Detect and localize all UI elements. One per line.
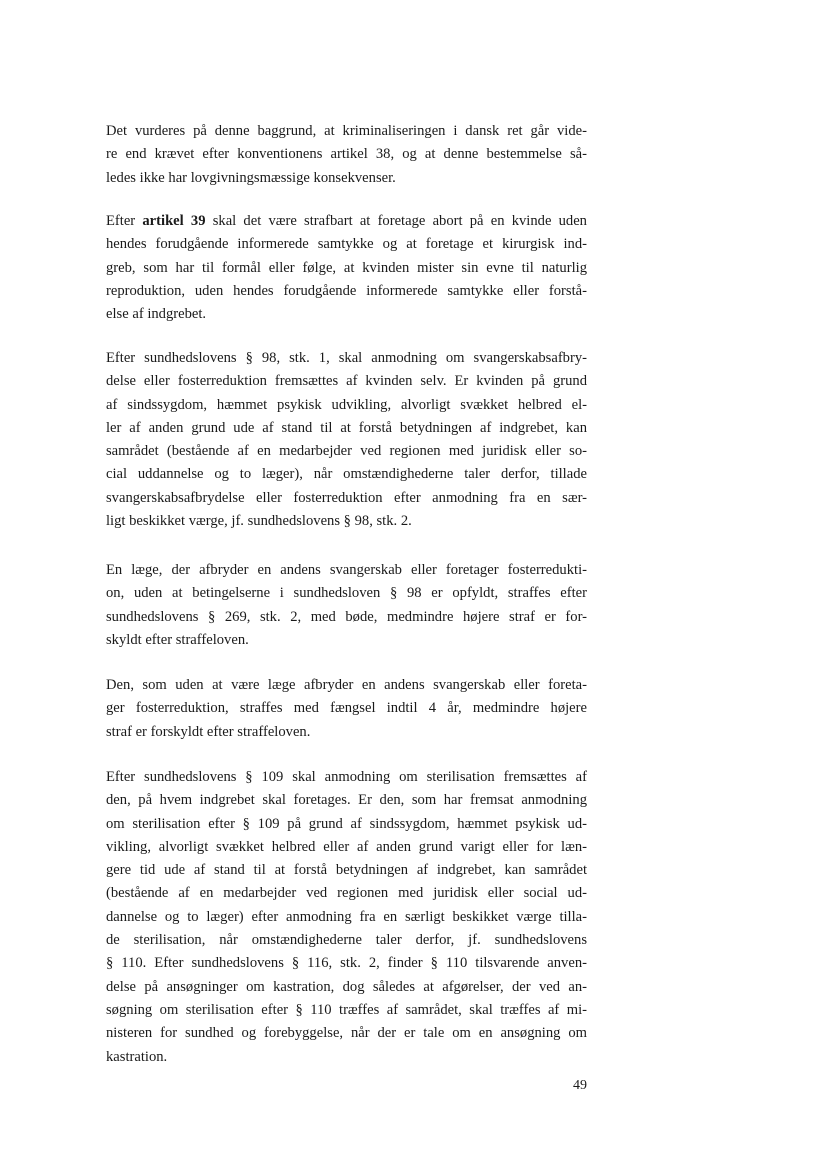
text-line: den, på hvem indgrebet skal foretages. Er den, som har fremsat anmodning — [106, 792, 587, 809]
text-line: dannelse og to læger) efter anmodning fra en særligt beskikket værge tilla- — [106, 908, 587, 925]
text-line: hendes forudgående informerede samtykke og at foretage et kirurgisk ind- — [106, 236, 587, 253]
text-line: Efter sundhedslovens § 98, stk. 1, skal anmodning om svangerskabsafbry- — [106, 350, 587, 366]
text-run: skal det være strafbart at foretage abort på en kvinde uden — [205, 213, 587, 229]
text-line: re end krævet efter konventionens artikel 38, og at denne bestemmelse så- — [106, 146, 587, 163]
text-line: samrådet (bestående af en medarbejder ved regionen med juridisk eller so- — [106, 443, 587, 460]
page-number: 49 — [573, 1078, 587, 1093]
paragraph-4 — [106, 559, 587, 652]
paragraph-3 — [106, 347, 587, 533]
text-line: sundhedslovens § 269, stk. 2, med bøde, medmindre højere straf er for- — [106, 608, 587, 625]
paragraph-6 — [106, 766, 587, 1069]
text-line: § 110. Efter sundhedslovens § 116, stk. 2, finder § 110 tilsvarende anven- — [106, 955, 587, 972]
paragraph-1 — [106, 120, 587, 190]
text-line: ledes ikke har lovgivningsmæssige konsekvenser. — [106, 169, 396, 186]
text-line: cial uddannelse og to læger), når omstændighederne taler derfor, tillade — [106, 466, 587, 483]
text-line: vikling, alvorligt svækket helbred eller af anden grund varigt eller for læn- — [106, 838, 587, 855]
text-line: ler af anden grund ude af stand til at forstå betydningen af indgrebet, kan — [106, 419, 587, 436]
text-line: greb, som har til formål eller følge, at kvinden mister sin evne til naturlig — [106, 259, 587, 276]
text-line: delse på ansøgninger om kastration, dog således at afgørelser, der ved an- — [106, 978, 587, 995]
text-line: svangerskabsafbrydelse eller fosterreduktion efter anmodning fra en sær- — [106, 489, 587, 506]
text-line: om sterilisation efter § 109 på grund af sindssygdom, hæmmet psykisk ud- — [106, 815, 587, 832]
text-run: Efter — [106, 213, 143, 229]
text-line: Efter sundhedslovens § 109 skal anmodning om sterilisation fremsættes af — [106, 769, 587, 785]
text-line: else af indgrebet. — [106, 306, 207, 323]
text-line: skyldt efter straffeloven. — [106, 631, 249, 648]
text-line: on, uden at betingelserne i sundhedsloven § 98 er opfyldt, straffes efter — [106, 585, 587, 602]
text-line — [106, 210, 587, 233]
paragraph-2 — [106, 210, 587, 326]
text-line: ligt beskikket værge, jf. sundhedslovens § 98, stk. 2. — [106, 513, 412, 530]
text-line: reproduktion, uden hendes forudgående informerede samtykke eller forstå- — [106, 282, 587, 299]
text-line: En læge, der afbryder en andens svangerskab eller foretager fosterredukti- — [106, 562, 587, 578]
bold-article-reference: artikel 39 — [142, 213, 206, 229]
text-line: Det vurderes på denne baggrund, at kriminaliseringen i dansk ret går vide- — [106, 123, 587, 139]
text-line: gere tid ude af stand til at forstå betydningen af indgrebet, kan samrådet — [106, 862, 587, 879]
text-line: (bestående af en medarbejder ved regionen med juridisk eller social ud- — [106, 885, 587, 902]
text-line: straf er forskyldt efter straffeloven. — [106, 723, 311, 740]
text-line: Den, som uden at være læge afbryder en andens svangerskab eller foreta- — [106, 677, 587, 693]
text-line: delse eller fosterreduktion fremsættes af kvinden selv. Er kvinden på grund — [106, 373, 587, 390]
text-line: af sindssygdom, hæmmet psykisk udvikling, alvorligt svækket helbred el- — [106, 396, 587, 413]
text-line: søgning om sterilisation efter § 110 træffes af samrådet, skal træffes af mi- — [106, 1001, 587, 1018]
paragraph-5 — [106, 674, 587, 744]
text-line: de sterilisation, når omstændighederne taler derfor, jf. sundhedslovens — [106, 932, 587, 949]
text-line: kastration. — [106, 1048, 168, 1065]
text-line: ger fosterreduktion, straffes med fængsel indtil 4 år, medmindre højere — [106, 700, 587, 717]
text-line: nisteren for sundhed og forebyggelse, når der er tale om en ansøgning om — [106, 1025, 587, 1042]
